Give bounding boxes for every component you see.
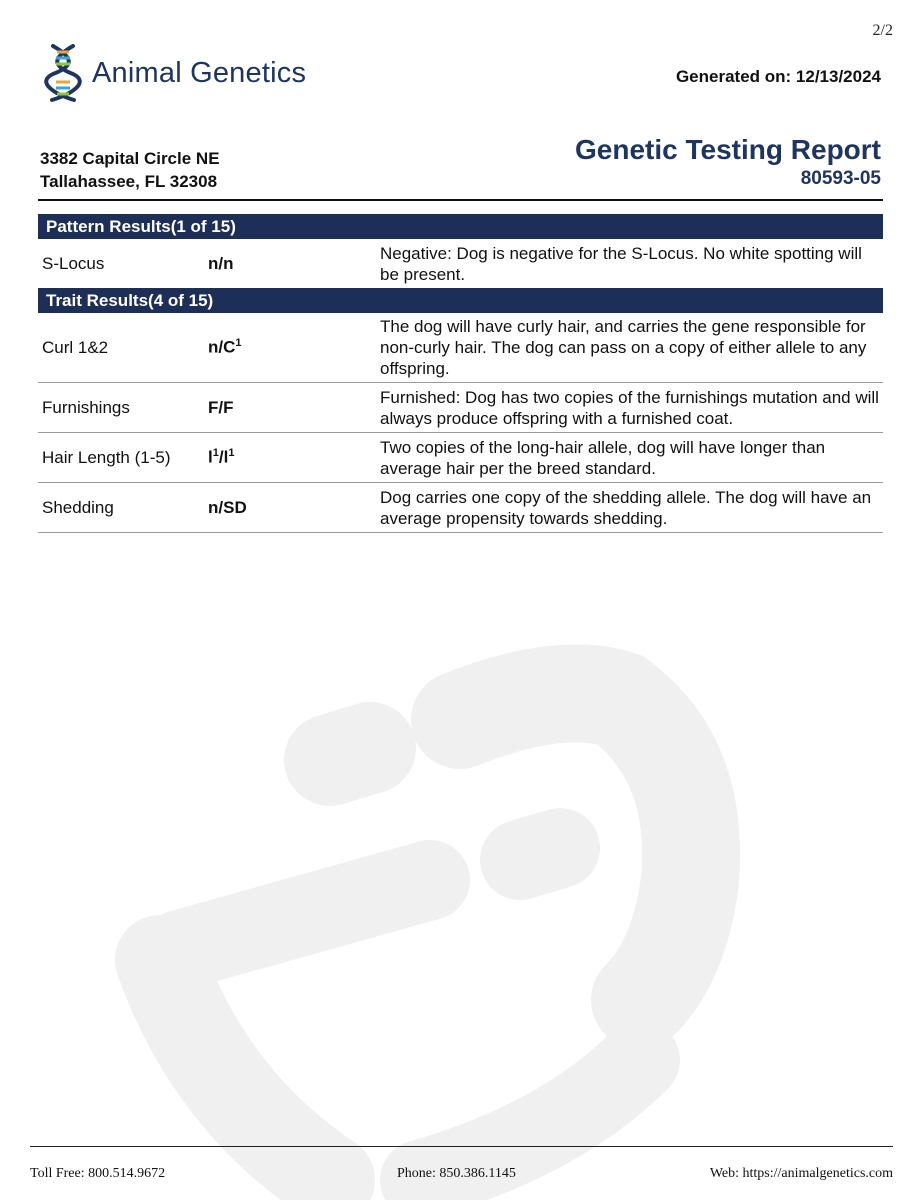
address-line-1: 3382 Capital Circle NE [40,149,220,168]
footer-phone: Phone: 850.386.1145 [397,1166,516,1181]
trait-name: Curl 1&2 [42,337,109,357]
trait-name: Hair Length (1-5) [42,447,171,467]
result-row-curl [38,313,883,383]
genotype-allele-a: l [208,447,213,467]
page-number: 2/2 [872,22,893,39]
trait-name: Shedding [42,497,114,517]
genotype-allele-a-superscript: 1 [212,447,219,460]
trait-name: S-Locus [42,253,105,273]
genotype [208,447,380,468]
result-row-hair-length [38,433,883,483]
result-row-s-locus [38,239,883,288]
genotype-superscript: 1 [235,337,242,350]
generated-date: Generated on: 12/13/2024 [675,67,881,86]
genotype [208,337,380,358]
genotype-base: n/C [208,337,236,357]
footer-divider [30,1146,893,1147]
header-divider [38,199,883,201]
genotype: n/n [208,253,234,273]
dna-helix-icon [44,42,82,104]
address-line-2: Tallahassee, FL 32308 [40,172,218,191]
trait-description: The dog will have curly hair, and carries the gene responsible for non-curly hair. The dog can pass on a copy of either allele to any offspring. [380,317,867,378]
genotype: n/SD [208,497,247,517]
report-title: Genetic Testing Report [575,134,881,165]
trait-results-header: Trait Results(4 of 15) [38,288,883,313]
brand-name: Animal Genetics [92,56,307,89]
genotype-separator: /l [218,447,229,467]
lab-address [40,147,220,193]
trait-description: Negative: Dog is negative for the S-Locus. No white spotting will be present. [380,243,862,284]
result-row-shedding [38,483,883,533]
footer-toll-free: Toll Free: 800.514.9672 [30,1166,166,1181]
brand-logo [44,42,306,104]
genotype-allele-b-superscript: 1 [228,447,235,460]
trait-description: Furnished: Dog has two copies of the furnishings mutation and will always produce offspring with a furnished coat. [380,387,879,428]
result-row-furnishings [38,383,883,433]
results-table [38,214,883,533]
report-id: 80593-05 [800,168,881,189]
trait-description: Two copies of the long-hair allele, dog will have longer than average hair per the breed standard. [380,437,826,478]
footer-web: Web: https://animalgenetics.com [709,1166,893,1181]
trait-description: Dog carries one copy of the shedding allele. The dog will have an average propensity towards shedding. [380,487,872,528]
genotype: F/F [208,397,234,417]
report-header [575,133,881,191]
trait-name: Furnishings [42,397,130,417]
pattern-results-header: Pattern Results(1 of 15) [38,214,883,239]
